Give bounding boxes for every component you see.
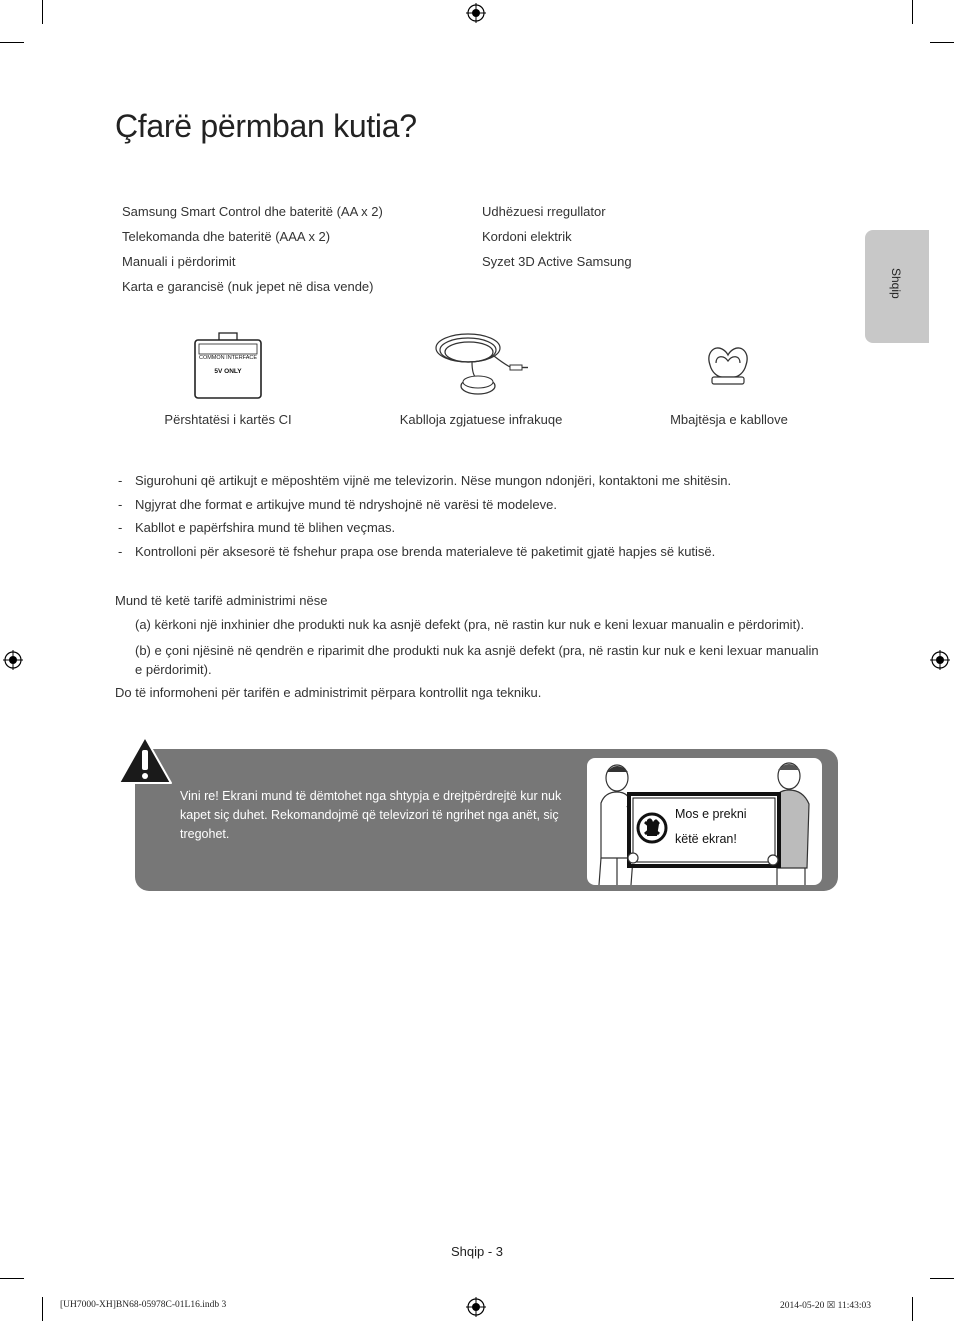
print-slug-left: [UH7000-XH]BN68-05978C-01L16.indb 3 (60, 1300, 227, 1310)
language-tab-label: Shqip (889, 268, 903, 299)
registration-mark-icon (466, 3, 486, 23)
print-slug-right: 2014-05-20 ☒ 11:43:03 (780, 1301, 872, 1311)
cable-holder-image (704, 343, 752, 387)
crop-mark (930, 1278, 954, 1279)
list-item: Karta e garancisë (nuk jepet në disa vende) (122, 279, 374, 294)
fee-intro: Mund të ketë tarifë administrimi nëse (115, 593, 328, 608)
fee-case-a: (a) kërkoni një inxhinier dhe produkti nuk ka asnjë defekt (pra, në rastin kur nuk e keni lexuar manualin e përdorimit). (135, 617, 805, 632)
screen-warning-line1: Mos e prekni (675, 807, 747, 821)
crop-mark (0, 1278, 24, 1279)
warning-text (180, 787, 570, 844)
note-item: - Ngjyrat dhe format e artikujve mund të ndryshojnë në varësi të modeleve. (118, 497, 557, 512)
list-item: Samsung Smart Control dhe bateritë (AA x 2) (122, 204, 383, 219)
page-title: Çfarë përmban kutia? (115, 108, 417, 144)
crop-mark (42, 0, 43, 24)
fee-outro: Do të informoheni për tarifën e administrimit përpara kontrollit nga tekniku. (115, 685, 542, 700)
language-side-tab (865, 230, 929, 343)
note-item: - Kabllot e papërfshira mund të blihen veçmas. (118, 520, 396, 535)
list-item: Manuali i përdorimit (122, 254, 236, 269)
warning-lead: Vini re (180, 789, 216, 803)
tv-handling-illustration (587, 758, 822, 885)
image-caption: Kablloja zgjatuese infrakuqe (399, 412, 563, 427)
note-item: - Sigurohuni që artikujt e mëposhtëm vijnë me televizorin. Nëse mungon ndonjëri, kontaktoni me shitësin. (118, 473, 732, 488)
two-people-holding-tv-image (587, 758, 822, 885)
crop-mark (912, 1297, 913, 1321)
registration-mark-icon (466, 1297, 486, 1317)
list-item: Syzet 3D Active Samsung (482, 254, 632, 269)
image-caption: Mbajtësja e kabllove (670, 412, 788, 427)
image-caption: Përshtatësi i kartës CI (164, 412, 292, 427)
ci-card-label-1: COMMON INTERFACE (198, 355, 258, 361)
ci-card-label-2: 5V ONLY (214, 368, 242, 375)
fee-case-b: (b) e çoni njësinë në qendrën e riparimit dhe produkti nuk ka asnjë defekt (pra, në rastin kur nuk e keni lexuar manualin e përdorimit). (135, 643, 819, 677)
warning-body: ! Ekrani mund të dëmtohet nga shtypja e drejtpërdrejtë kur nuk kapet siç duhet. Rekomandojmë që televizori të ngrihet nga anët, siç tregohet. (180, 789, 562, 841)
crop-mark (0, 42, 24, 43)
note-text: Kontrolloni për aksesorë të fshehur prapa ose brenda materialeve të paketimit gjatë hapjes së kutisë. (135, 544, 716, 559)
registration-mark-icon (3, 650, 23, 670)
list-item: Telekomanda dhe bateritë (AAA x 2) (122, 229, 331, 244)
note-item: - Kontrolloni për aksesorë të fshehur prapa ose brenda materialeve të paketimit gjatë hapjes së kutisë. (118, 544, 716, 559)
note-text: Sigurohuni që artikujt e mëposhtëm vijnë me televizorin. Nëse mungon ndonjëri, kontaktoni me shitësin. (135, 473, 732, 488)
ci-card-adapter-image (193, 332, 263, 400)
crop-mark (42, 1297, 43, 1321)
list-item: Udhëzuesi rregullator (482, 204, 606, 219)
note-text: Kabllot e papërfshira mund të blihen veçmas. (135, 520, 396, 535)
note-text: Ngjyrat dhe format e artikujve mund të ndryshojnë në varësi të modeleve. (135, 497, 557, 512)
warning-triangle-icon (116, 734, 174, 786)
ir-extender-cable-image (432, 328, 530, 402)
crop-mark (930, 42, 954, 43)
page-number: Shqip - 3 (450, 1244, 504, 1259)
list-item: Kordoni elektrik (482, 229, 572, 244)
screen-warning-line2: këtë ekran! (675, 832, 737, 846)
registration-mark-icon (930, 650, 950, 670)
crop-mark (912, 0, 913, 24)
